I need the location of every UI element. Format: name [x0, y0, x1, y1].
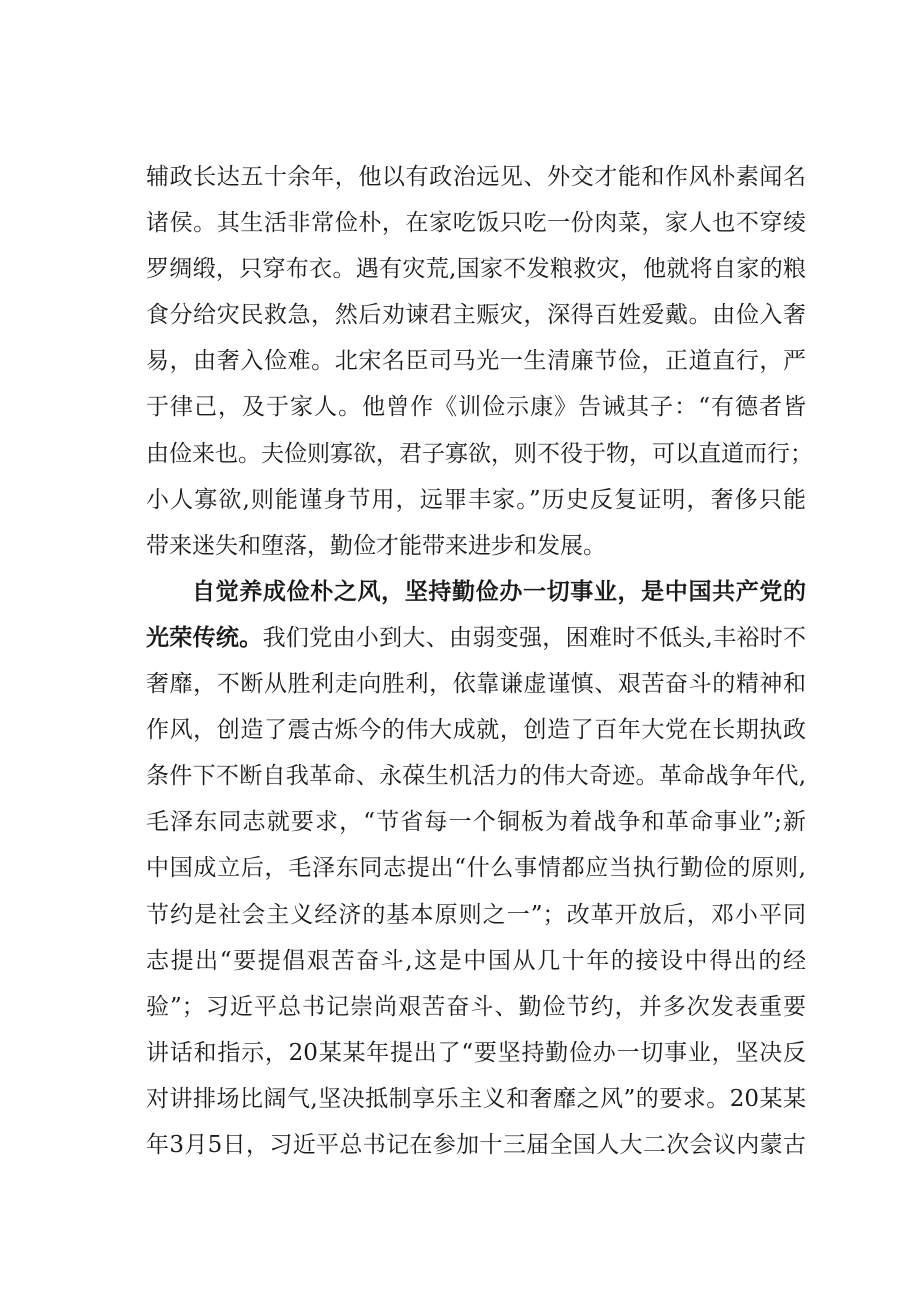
text-line: 作风，创造了震古烁今的伟大成就，创造了百年大党在长期执政 [146, 717, 806, 744]
text-line: 诸侯。其生活非常俭朴，在家吃饭只吃一份肉菜，家人也不穿绫 [146, 210, 806, 237]
bold-lead-sentence: 自觉养成俭朴之风，坚持勤俭办一切事业，是中国共产党的 [192, 578, 806, 605]
text-line: 志提出“要提倡艰苦奋斗,这是中国从几十年的接设中得出的经 [146, 947, 806, 974]
text-line: 于律己，及于家人。他曾作《训俭示康》告诫其子：“有德者皆 [146, 394, 806, 421]
text-line: 罗绸缎，只穿布衣。遇有灾荒,国家不发粮救灾，他就将自家的粮 [146, 256, 806, 283]
text-line: 奢靡，不断从胜利走向胜利，依靠谦虚谨慎、艰苦奋斗的精神和 [146, 671, 806, 698]
text-line: 毛泽东同志就要求，“节省每一个铜板为着战争和革命事业”;新 [146, 809, 806, 836]
text-line: 节约是社会主义经济的基本原则之一”；改革开放后，邓小平同 [146, 901, 806, 928]
text-line [146, 569, 806, 615]
text-line: 小人寡欲,则能谨身节用，远罪丰家。”历史反复证明，奢侈只能 [146, 486, 806, 513]
document-body [146, 154, 813, 1168]
text-line: 验”；习近平总书记崇尚艰苦奋斗、勤俭节约，并多次发表重要 [146, 993, 806, 1020]
text-line: 条件下不断自我革命、永葆生机活力的伟大奇迹。革命战争年代, [146, 763, 806, 790]
text-line: 易，由奢入俭难。北宋名臣司马光一生清廉节俭，正道直行，严 [146, 348, 806, 375]
text-line: 带来迷失和堕落，勤俭才能带来进步和发展。 [146, 532, 606, 559]
text-span: 我们党由小到大、由弱变强，困难时不低头,丰裕时不 [262, 624, 807, 651]
text-line [146, 615, 806, 661]
text-line: 讲话和指示，20某某年提出了“要坚持勤俭办一切事业，坚决反 [146, 1039, 806, 1066]
text-line: 由俭来也。夫俭则寡欲，君子寡欲，则不役于物，可以直道而行； [146, 440, 813, 467]
text-line: 食分给灾民救急，然后劝谏君主赈灾，深得百姓爱戴。由俭入奢 [146, 302, 806, 329]
paragraph-party-tradition [146, 569, 806, 1168]
paragraph-historical-frugality [146, 154, 813, 569]
text-line: 中国成立后，毛泽东同志提出“什么事情都应当执行勤俭的原则, [146, 855, 806, 882]
text-line: 年3月5日，习近平总书记在参加十三届全国人大二次会议内蒙古 [146, 1131, 806, 1158]
bold-lead-sentence-end: 光荣传统。 [146, 624, 263, 651]
text-line: 辅政长达五十余年，他以有政治远见、外交才能和作风朴素闻名 [146, 164, 806, 190]
text-line: 对讲排场比阔气,坚决抵制享乐主义和奢靡之风”的要求。20某某 [146, 1085, 806, 1112]
